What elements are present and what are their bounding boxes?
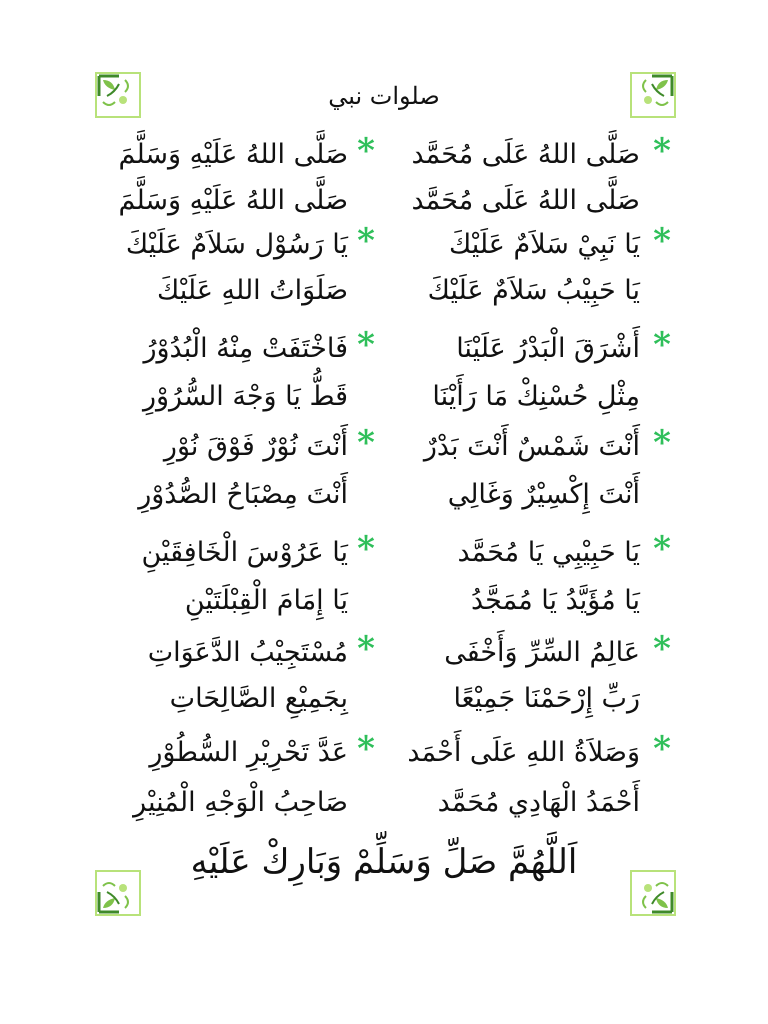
verse-line [120,181,668,225]
verse-first-hemistich: صَلَّى اللهُ عَلَى مُحَمَّد [411,185,640,216]
verse-line [120,271,668,315]
verse-first-hemistich: يَا نَبِيْ سَلاَمٌ عَلَيْكَ [448,229,640,260]
verse-first-hemistich: صَلَّى اللهُ عَلَى مُحَمَّد [411,139,640,170]
verse-second-hemistich: يَا إِمَامَ الْقِبْلَتَيْنِ [184,585,348,616]
verse-second-hemistich: يَا عَرُوْسَ الْخَافِقَيْنِ [141,537,348,568]
verse-line [120,679,668,723]
star-separator-icon: * [357,325,375,365]
verse-line [120,581,668,625]
verse-first-hemistich: أَنْتَ إِكْسِيْرٌ وَغَالِي [447,479,640,510]
verse-second-hemistich: صَلَّى اللهُ عَلَيْهِ وَسَلَّمَ [118,139,348,170]
verse-line [120,423,671,471]
verse-second-hemistich: صَلَوَاتُ اللهِ عَلَيْكَ [157,275,348,306]
verse-second-hemistich: صَاحِبُ الْوَجْهِ الْمُنِيْرِ [133,787,348,818]
verse-line [120,783,668,827]
verse-line [120,377,668,421]
verse-first-hemistich: أَنْتَ شَمْسٌ أَنْتَ بَدْرٌ [423,431,640,462]
star-bullet-icon: * [653,131,671,171]
verse-first-hemistich: عَالِمُ السِّرِّ وَأَخْفَى [444,637,640,668]
verse-first-hemistich: رَبِّ إِرْحَمْنَا جَمِيْعًا [453,683,640,714]
verse-first-hemistich: يَا مُؤَيَّدُ يَا مُمَجَّدُ [470,585,640,616]
verse-line [120,325,671,373]
star-separator-icon: * [357,529,375,569]
verse-second-hemistich: مُسْتَجِيْبُ الدَّعَوَاتِ [147,637,348,668]
page-title: صلوات نبي [328,82,440,110]
closing-prayer: اَللَّهُمَّ صَلِّ وَسَلِّمْ وَبَارِكْ عَلَيْهِ [190,842,578,882]
verse-line [120,629,671,677]
verse-second-hemistich: يَا رَسُوْل سَلاَمٌ عَلَيْكَ [125,229,348,260]
verse-second-hemistich: عَدَّ تَحْرِيْرِ السُّطُوْرِ [149,737,348,768]
verse-second-hemistich: أَنْتَ مِصْبَاحُ الصُّدُوْرِ [138,479,348,510]
star-separator-icon: * [357,629,375,669]
verse-line [120,475,668,519]
verse-line [120,529,671,577]
verse-first-hemistich: يَا حَبِيْبُ سَلاَمٌ عَلَيْكَ [427,275,640,306]
star-separator-icon: * [357,423,375,463]
verse-first-hemistich: يَا حَبِيْبِي يَا مُحَمَّد [457,537,640,568]
star-bullet-icon: * [653,325,671,365]
star-separator-icon: * [357,221,375,261]
star-bullet-icon: * [653,529,671,569]
verse-second-hemistich: بِجَمِيْعِ الصَّالِحَاتِ [169,683,348,714]
verse-first-hemistich: أَحْمَدُ الْهَادِي مُحَمَّد [437,787,640,818]
verse-second-hemistich: قَطُّ يَا وَجْهَ السُّرُوْرِ [142,381,348,412]
verse-line [118,131,671,179]
star-separator-icon: * [357,729,375,769]
star-bullet-icon: * [653,423,671,463]
verse-first-hemistich: وَصَلاَةُ اللهِ عَلَى أَحْمَد [407,737,640,768]
star-bullet-icon: * [653,629,671,669]
star-bullet-icon: * [653,221,671,261]
star-bullet-icon: * [653,729,671,769]
verse-second-hemistich: أَنْتَ نُوْرٌ فَوْقَ نُوْرِ [163,431,348,462]
verse-second-hemistich: فَاخْتَفَتْ مِنْهُ الْبُدُوْرُ [143,333,348,364]
verse-first-hemistich: مِثْلِ حُسْنِكْ مَا رَأَيْنَا [432,381,640,412]
verse-line [120,729,671,777]
verse-first-hemistich: أَشْرَقَ الْبَدْرُ عَلَيْنَا [456,333,640,364]
star-separator-icon: * [357,131,375,171]
verse-second-hemistich: صَلَّى اللهُ عَلَيْهِ وَسَلَّمَ [118,185,348,216]
verse-line [120,221,671,269]
